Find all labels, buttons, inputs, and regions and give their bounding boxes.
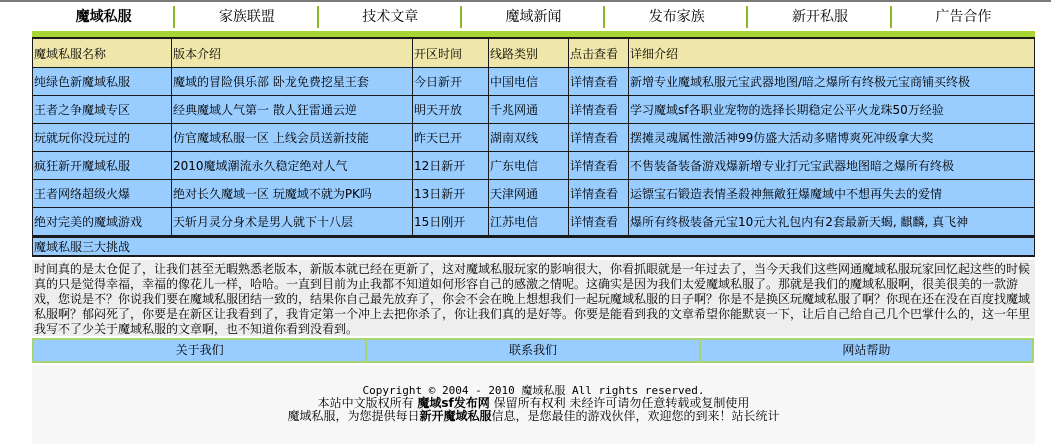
details-link[interactable]: 详情查看 — [569, 152, 629, 180]
line-type: 千兆网通 — [489, 96, 569, 124]
top-nav — [32, 2, 1035, 32]
server-name[interactable]: 王者网络超级火爆 — [33, 180, 172, 208]
server-name[interactable]: 疯狂新开魔域私服 — [33, 152, 172, 180]
site-name: 魔域sf发布网 — [417, 396, 490, 410]
detail-description: 不售装备装备游戏爆新增专业打元宝武器地图暗之爆所有终极 — [629, 152, 1035, 180]
article-block — [32, 260, 1035, 336]
detail-description: 新增专业魔域私服元宝武器地图/暗之爆所有终极元宝商铺买终极 — [629, 68, 1035, 96]
nav-item-publish-family[interactable]: 发布家族 — [605, 2, 748, 32]
new-servers-highlight: 新开魔域私服 — [419, 409, 492, 423]
open-time: 明天开放 — [413, 96, 489, 124]
details-link[interactable]: 详情查看 — [569, 180, 629, 208]
server-list-table — [32, 37, 1035, 257]
version-intro: 天斩月灵分身术是男人就下十八层 — [172, 208, 413, 237]
details-link[interactable]: 详情查看 — [569, 68, 629, 96]
nav-item-tech-articles[interactable]: 技术文章 — [319, 2, 462, 32]
header-details: 详细介绍 — [629, 38, 1035, 68]
version-intro: 绝对长久魔域一区 玩魔域不就为PK吗 — [172, 180, 413, 208]
rights-suffix: 保留所有权利 未经许可请勿任意转载或复制使用 — [489, 396, 750, 410]
nav-item-family-alliance[interactable]: 家族联盟 — [175, 2, 318, 32]
nav-item-advertising[interactable]: 广告合作 — [935, 9, 992, 25]
table-row — [33, 68, 1035, 96]
header-line-type: 线路类别 — [489, 38, 569, 68]
line-type: 广东电信 — [489, 152, 569, 180]
slogan-suffix[interactable]: 信息，是您最佳的游戏伙伴，欢迎您的到来！站长统计 — [491, 409, 780, 423]
line-type: 天津网通 — [489, 180, 569, 208]
line-type: 江苏电信 — [489, 208, 569, 237]
open-time: 15日刚开 — [413, 208, 489, 237]
header-click-view: 点击查看 — [569, 38, 629, 68]
detail-description: 爆所有终极装备元宝10元大礼包内有2套最新天蝎, 麒麟, 真飞神 — [629, 208, 1035, 237]
nav-item-new-servers[interactable]: 新开私服 — [748, 2, 891, 32]
version-intro: 仿官魔域私服一区 上线会员送新技能 — [172, 124, 413, 152]
section-title: 魔域私服三大挑战 — [33, 237, 1035, 257]
header-version-intro: 版本介绍 — [172, 38, 413, 68]
version-intro: 2010魔域潮流永久稳定绝对人气 — [172, 152, 413, 180]
header-open-time: 开区时间 — [413, 38, 489, 68]
version-intro: 经典魔域人气第一 散人狂雷通云逆 — [172, 96, 413, 124]
details-link[interactable]: 详情查看 — [569, 96, 629, 124]
table-row — [33, 152, 1035, 180]
open-time: 13日新开 — [413, 180, 489, 208]
footer — [32, 365, 1035, 444]
table-row — [33, 96, 1035, 124]
copyright-text: Copyright © 2004 - 2010 魔域私服 All rights reserved. — [362, 384, 705, 397]
table-row — [33, 124, 1035, 152]
details-link[interactable]: 详情查看 — [569, 208, 629, 237]
open-time: 12日新开 — [413, 152, 489, 180]
header-server-name: 魔域私服名称 — [33, 38, 172, 68]
detail-description: 运镖宝石锻造表情圣殺神無敵狂爆魔域中不想再失去的爱情 — [629, 180, 1035, 208]
line-type: 湖南双线 — [489, 124, 569, 152]
site-help-link[interactable]: 网站帮助 — [842, 343, 891, 357]
server-name[interactable]: 纯绿色新魔域私服 — [33, 68, 172, 96]
detail-description: 学习魔域sf各职业宠物的选择长期稳定公平火龙珠50万经验 — [629, 96, 1035, 124]
about-us-link[interactable]: 关于我们 — [34, 340, 367, 361]
contact-us-link[interactable]: 联系我们 — [367, 340, 700, 361]
table-row — [33, 180, 1035, 208]
version-intro: 魔域的冒险俱乐部 卧龙免费挖星王套 — [172, 68, 413, 96]
server-name[interactable]: 玩就玩你没玩过的 — [33, 124, 172, 152]
slogan-prefix: 魔域私服，为您提供每日 — [287, 409, 420, 423]
open-time: 今日新开 — [413, 68, 489, 96]
nav-item-home[interactable]: 魔域私服 — [32, 2, 175, 32]
server-name[interactable]: 王者之争魔域专区 — [33, 96, 172, 124]
article-text: 时间真的是太仓促了，让我们甚至无暇熟悉老版本，新版本就已经在更新了，这对魔域私服玩家的影响很大，你看抓眼就是一年过去了，当今天我们这些网通魔域私服玩家回忆起这些的时候真的只是觉得幸福，幸福的像花儿一样，哈哈。一直到目前为止我都不知道如何形容自己的感激之情呢。这确实是因为我们太爱魔域私服了。那就是我们的魔域私服啊，很美很美的一款游戏，您说是不？你说我们要在魔域私服团结一致的，结果你自己最先放弃了，你会不会在晚上想想我们一起玩魔域私服的日子啊？你是不是换区玩魔域私服了啊？你现在还在没在百度找魔域私服啊？郁闷死了，你要是在新区让我看到了，我肯定第一个冲上去把你杀了，你让我们真的是好等。你要是能看到我的文章希望你能默哀一下，让后自己给自己几个巴掌什么的，这一年里我写不了少关于魔域私服的文章啊，也不知道你看到没看到。 — [34, 262, 1031, 336]
rights-prefix: 本站中文版权所有 — [317, 396, 418, 410]
slogan-line — [32, 410, 1035, 423]
table-header-row — [33, 38, 1035, 68]
open-time: 昨天已开 — [413, 124, 489, 152]
server-name[interactable]: 绝对完美的魔域游戏 — [33, 208, 172, 237]
detail-description: 摆摊灵魂属性激活神99仿盛大活动多赌博爽死冲级拿大奖 — [629, 124, 1035, 152]
section-title-row — [33, 237, 1035, 257]
line-type: 中国电信 — [489, 68, 569, 96]
table-row — [33, 208, 1035, 237]
footer-links-bar — [32, 338, 1034, 363]
details-link[interactable]: 详情查看 — [569, 124, 629, 152]
nav-item-news[interactable]: 魔域新闻 — [462, 2, 605, 32]
